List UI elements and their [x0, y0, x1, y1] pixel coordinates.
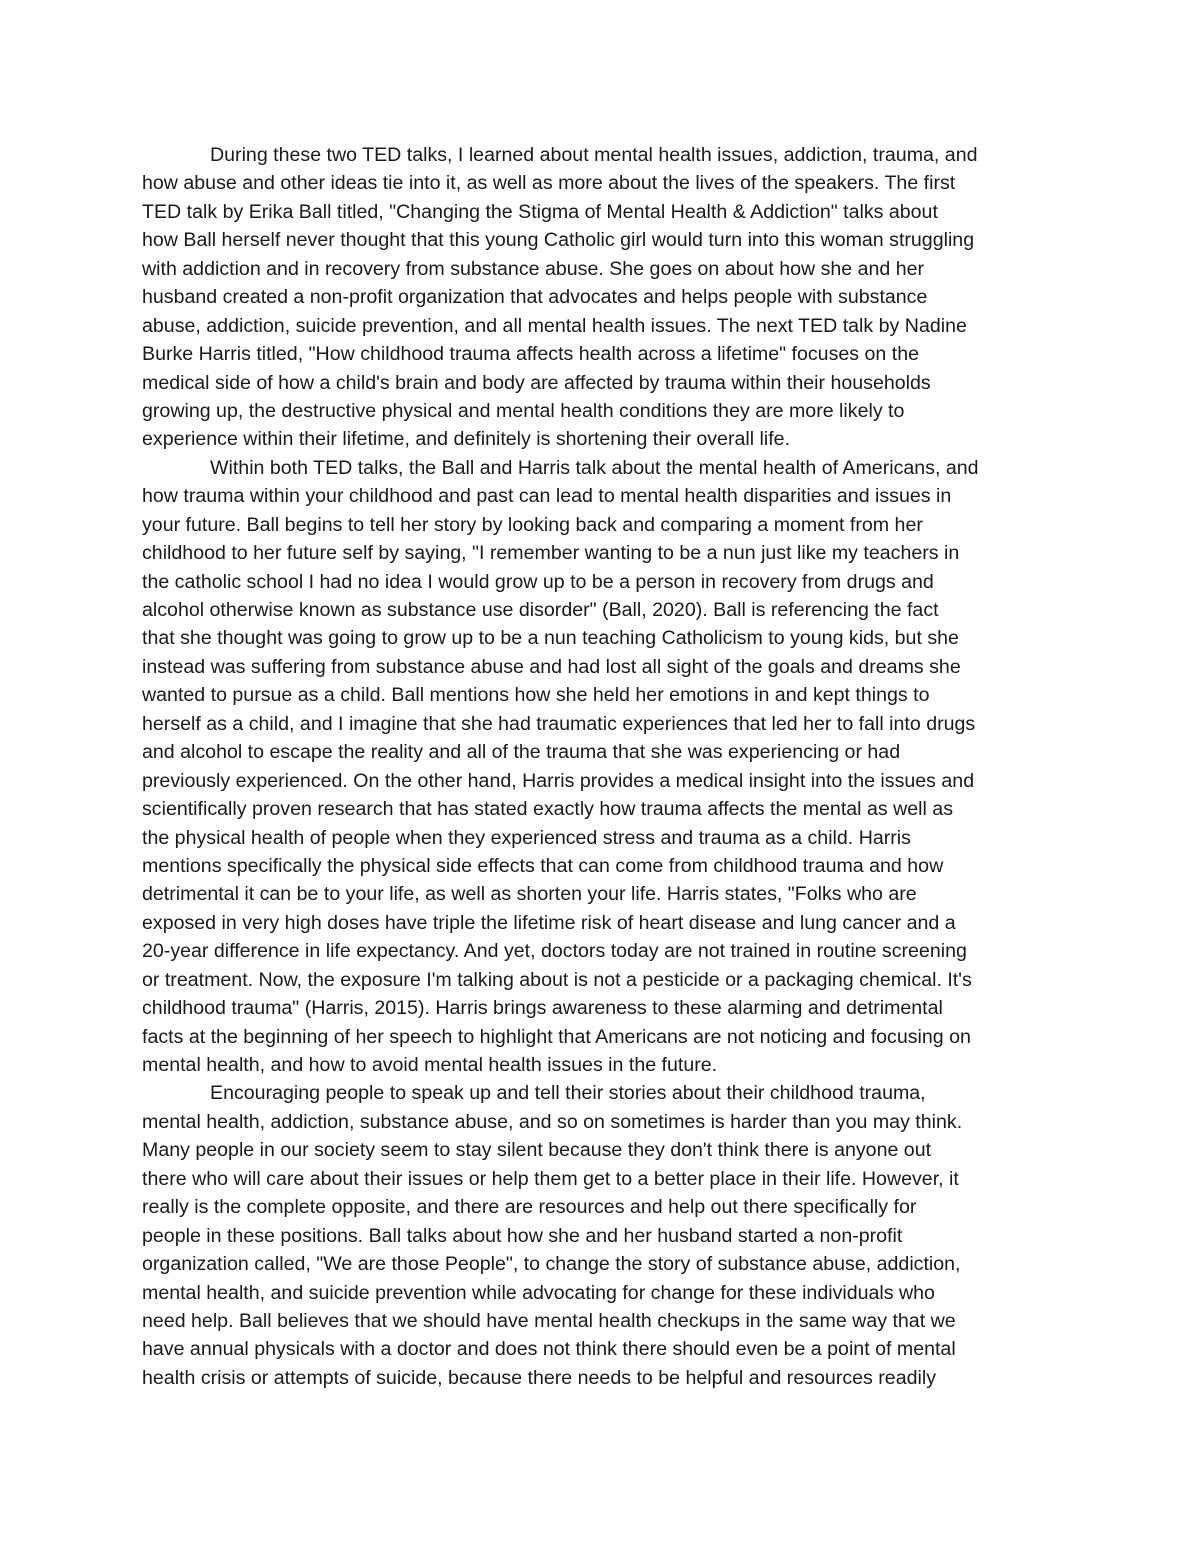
text-line: have annual physicals with a doctor and does not think there should even be a point of mental	[142, 1338, 956, 1361]
text-line: herself as a child, and I imagine that she had traumatic experiences that led her to fall into drugs	[142, 712, 976, 735]
text-line: and alcohol to escape the reality and all of the trauma that she was experiencing or had	[142, 741, 901, 764]
text-line: Burke Harris titled, "How childhood trauma affects health across a lifetime" focuses on the	[142, 343, 919, 366]
paragraph	[142, 454, 1062, 1080]
text-line: Within both TED talks, the Ball and Harris talk about the mental health of Americans, and	[210, 456, 979, 479]
text-line: with addiction and in recovery from substance abuse. She goes on about how she and her	[142, 257, 925, 280]
text-line: scientifically proven research that has stated exactly how trauma affects the mental as well as	[142, 798, 953, 821]
text-line: abuse, addiction, suicide prevention, and all mental health issues. The next TED talk by Nadine	[142, 314, 967, 337]
text-line: detrimental it can be to your life, as well as shorten your life. Harris states, "Folks who are	[142, 883, 917, 906]
text-line: previously experienced. On the other hand, Harris provides a medical insight into the issues and	[142, 769, 975, 792]
paragraph	[142, 141, 1062, 454]
text-line: health crisis or attempts of suicide, because there needs to be helpful and resources readily	[142, 1366, 936, 1389]
text-line: how abuse and other ideas tie into it, as well as more about the lives of the speakers. The first	[142, 172, 956, 195]
text-line: that she thought was going to grow up to be a nun teaching Catholicism to young kids, but she	[142, 627, 959, 650]
paragraph	[142, 1079, 1062, 1392]
text-line: there who will care about their issues or help them get to a better place in their life. However, it	[142, 1167, 959, 1190]
text-line: alcohol otherwise known as substance use disorder" (Ball, 2020). Ball is referencing the fact	[142, 599, 939, 621]
text-line: instead was suffering from substance abuse and had lost all sight of the goals and dreams she	[142, 655, 961, 678]
text-line: really is the complete opposite, and there are resources and help out there specifically for	[142, 1196, 917, 1219]
text-line: how trauma within your childhood and past can lead to mental health disparities and issues in	[142, 485, 952, 508]
text-line: husband created a non-profit organization that advocates and helps people with substance	[142, 286, 928, 309]
text-line: or treatment. Now, the exposure I'm talking about is not a pesticide or a packaging chemical. It's	[142, 968, 972, 991]
text-line: mental health, and suicide prevention while advocating for change for these individuals who	[142, 1281, 935, 1304]
text-line: experience within their lifetime, and definitely is shortening their overall life.	[142, 428, 791, 451]
text-line: your future. Ball begins to tell her story by looking back and comparing a moment from her	[142, 513, 923, 536]
document-body	[142, 141, 1062, 1392]
text-line: During these two TED talks, I learned about mental health issues, addiction, trauma, and	[210, 144, 978, 166]
text-line: the physical health of people when they experienced stress and trauma as a child. Harris	[142, 826, 911, 849]
text-line: growing up, the destructive physical and mental health conditions they are more likely to	[142, 399, 905, 422]
text-line: wanted to pursue as a child. Ball mentions how she held her emotions in and kept things to	[142, 684, 930, 707]
text-line: mental health, addiction, substance abuse, and so on sometimes is harder than you may think.	[142, 1110, 963, 1133]
text-line: Encouraging people to speak up and tell their stories about their childhood trauma,	[210, 1082, 926, 1105]
text-line: exposed in very high doses have triple the lifetime risk of heart disease and lung cancer and a	[142, 911, 956, 934]
text-line: organization called, "We are those People", to change the story of substance abuse, addiction,	[142, 1253, 961, 1276]
text-line: need help. Ball believes that we should have mental health checkups in the same way that we	[142, 1309, 956, 1332]
text-line: childhood trauma" (Harris, 2015). Harris brings awareness to these alarming and detrimental	[142, 997, 943, 1020]
text-line: mental health, and how to avoid mental health issues in the future.	[142, 1054, 718, 1076]
text-line: mentions specifically the physical side effects that can come from childhood trauma and how	[142, 854, 944, 877]
text-line: childhood to her future self by saying, "I remember wanting to be a nun just like my teachers in	[142, 542, 960, 565]
text-line: medical side of how a child's brain and body are affected by trauma within their households	[142, 371, 931, 394]
text-line: people in these positions. Ball talks about how she and her husband started a non-profit	[142, 1224, 903, 1247]
text-line: how Ball herself never thought that this young Catholic girl would turn into this woman struggling	[142, 229, 975, 252]
text-line: Many people in our society seem to stay silent because they don't think there is anyone out	[142, 1139, 932, 1162]
text-line: TED talk by Erika Ball titled, "Changing the Stigma of Mental Health & Addiction" talks about	[142, 200, 938, 223]
text-line: facts at the beginning of her speech to highlight that Americans are not noticing and focusing on	[142, 1025, 971, 1048]
text-line: the catholic school I had no idea I would grow up to be a person in recovery from drugs and	[142, 570, 934, 593]
text-line: 20-year difference in life expectancy. And yet, doctors today are not trained in routine screening	[142, 940, 967, 963]
